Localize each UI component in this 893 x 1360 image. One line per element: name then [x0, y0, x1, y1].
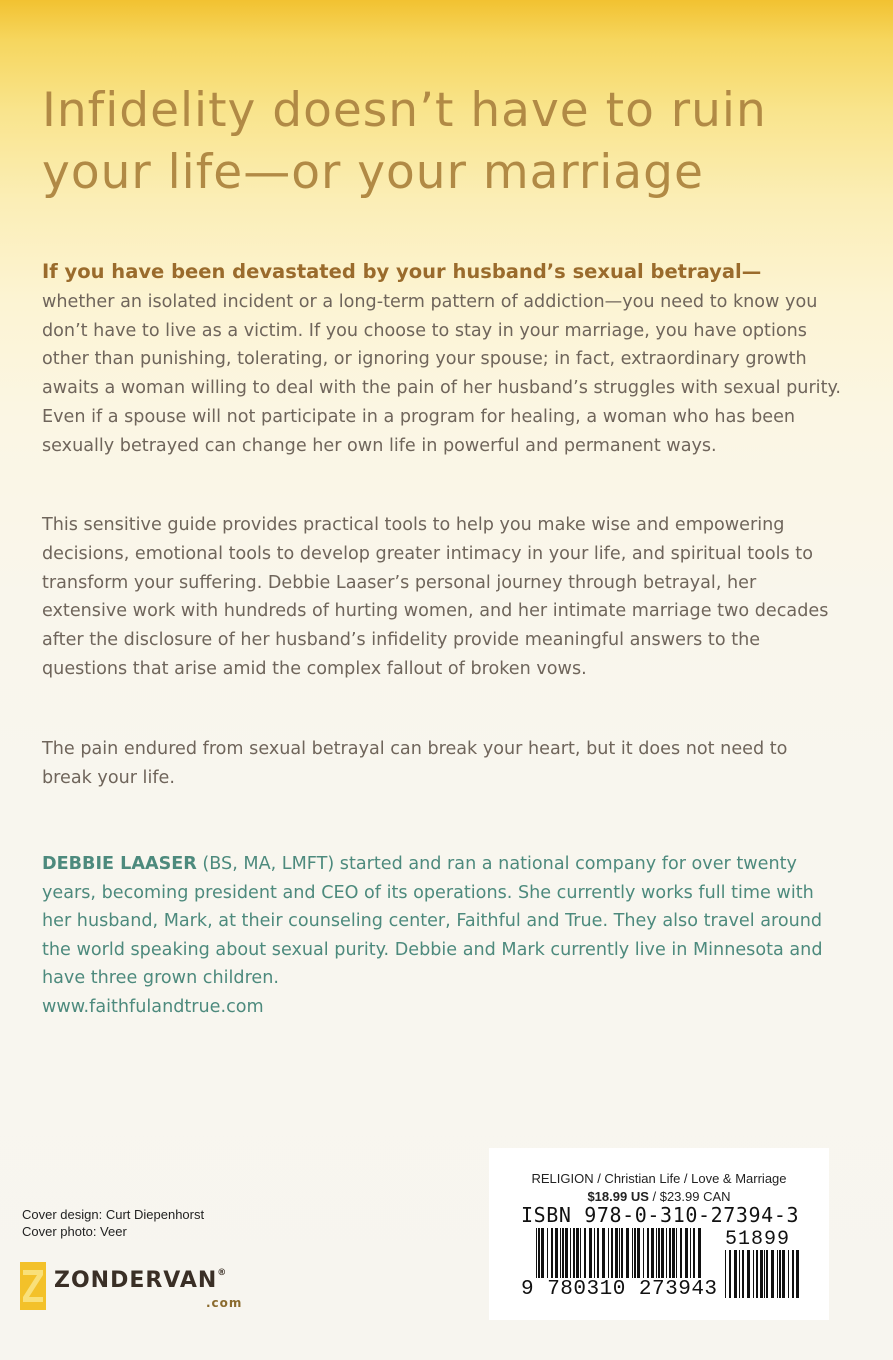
- barcode-bar: [560, 1228, 561, 1278]
- barcode-bar: [570, 1228, 571, 1278]
- barcode-bar: [669, 1228, 671, 1278]
- barcode-bar: [619, 1228, 620, 1278]
- author-name: DEBBIE LAASER: [42, 854, 197, 874]
- barcode-bar: [589, 1228, 592, 1278]
- publisher-logo: [20, 1262, 270, 1312]
- barcode-bar: [672, 1228, 675, 1278]
- barcode-bar: [771, 1250, 774, 1298]
- barcode-bar: [621, 1228, 623, 1278]
- barcode-bar: [685, 1228, 688, 1278]
- barcode-bar: [536, 1228, 537, 1278]
- description-lead: If you have been devastated by your husband’s sexual betrayal—: [42, 260, 762, 283]
- barcode-bar: [584, 1228, 586, 1278]
- barcode-bar: [608, 1228, 609, 1278]
- barcode-bar: [594, 1228, 595, 1278]
- cover-credits: [22, 1206, 204, 1240]
- description-paragraph-3: The pain endured from sexual betrayal can break your heart, but it does not need to break your life.: [42, 739, 788, 788]
- barcode-bar: [615, 1228, 618, 1278]
- barcode-bar: [602, 1228, 605, 1278]
- ean-digits: 9 780310 273943: [521, 1278, 718, 1301]
- barcode-bar: [551, 1228, 553, 1278]
- description-paragraph-1: [42, 258, 842, 461]
- bisac-category: RELIGION / Christian Life / Love & Marriage: [531, 1171, 787, 1186]
- barcode-bar: [651, 1228, 654, 1278]
- description-paragraph-1-text: whether an isolated incident or a long-term pattern of addiction—you need to know you don’t have to live as a victim. If you choose to stay in your marriage, you have options other than punishing, tolerating, or ignoring your spouse; in fact, extraordinary growth awaits a woman willing to deal with the pain of her husband’s struggles with sexual purity. Even if a spouse will not participate in a program for healing, a woman who has been sexually betrayed can change her own life in powerful and permanent ways.: [42, 291, 841, 456]
- barcode-bar: [792, 1250, 794, 1298]
- barcode-bar: [643, 1228, 644, 1278]
- headline-line-1: Infidelity doesn’t have to ruin: [42, 83, 767, 138]
- barcode-bar: [656, 1228, 657, 1278]
- isbn-text: ISBN 978-0-310-27394-3: [521, 1203, 800, 1227]
- price-addon-digits: 51899: [725, 1228, 791, 1251]
- barcode-bar: [580, 1228, 581, 1278]
- barcode-bar: [782, 1250, 785, 1298]
- barcode-bar: [788, 1250, 789, 1298]
- barcode-bar: [729, 1250, 731, 1298]
- barcode-bar: [576, 1228, 579, 1278]
- barcode-bar: [676, 1228, 677, 1278]
- barcode-bar: [565, 1228, 568, 1278]
- publisher-name: ZONDERVAN®: [54, 1268, 228, 1293]
- barcode-bar: [756, 1250, 758, 1298]
- description-paragraph-2: This sensitive guide provides practical tools to help you make wise and empowering decisions, emotional tools to develop greater intimacy in your life, and spiritual tools to transform your suffering. Debbie Laaser’s personal journey through betrayal, her extensive work with hundreds of hurting women, and her intimate marriage two decades after the disclosure of her husband’s infidelity provide meaningful answers to the questions that arise amid the complex fallout of broken vows.: [42, 515, 829, 679]
- cover-photo-credit: Cover photo: Veer: [22, 1224, 127, 1239]
- barcode-bar: [547, 1228, 548, 1278]
- barcode-bar: [742, 1250, 744, 1298]
- barcode-bar: [658, 1228, 660, 1278]
- barcode-bar: [753, 1250, 754, 1298]
- barcode-bar: [734, 1250, 737, 1298]
- barcode-bar: [747, 1250, 750, 1298]
- headline: [42, 80, 872, 204]
- barcode-bar: [760, 1250, 763, 1298]
- barcode-bar: [698, 1228, 701, 1278]
- zondervan-z-icon: [20, 1262, 46, 1310]
- cover-design-credit: Cover design: Curt Diepenhorst: [22, 1207, 205, 1222]
- barcode-bar: [739, 1250, 740, 1298]
- barcode-bar: [637, 1228, 640, 1278]
- barcode-bar: [777, 1250, 778, 1298]
- barcode-bar: [562, 1228, 564, 1278]
- barcode-bar: [573, 1228, 575, 1278]
- price: $18.99 US / $23.99 CAN: [587, 1189, 731, 1204]
- publisher-domain-suffix: .com: [206, 1296, 243, 1310]
- barcode-bar: [680, 1228, 682, 1278]
- barcode-bar: [764, 1250, 765, 1298]
- barcode-panel: [489, 1148, 829, 1320]
- barcode-bar: [661, 1228, 664, 1278]
- barcode-bar: [541, 1228, 544, 1278]
- barcode-bar: [647, 1228, 649, 1278]
- barcode-bar: [693, 1228, 695, 1278]
- author-website: www.faithfulandtrue.com: [42, 996, 264, 1017]
- barcode-bar: [611, 1228, 613, 1278]
- barcode-bar: [626, 1228, 629, 1278]
- barcode-bar: [725, 1250, 726, 1298]
- author-bio-text: (BS, MA, LMFT) started and ran a national company for over twenty years, becoming president and CEO of its operations. She currently works full time with her husband, Mark, at their counseling center, Faithful and True. They also travel around the world speaking about sexual purity. Debbie and Mark currently live in Minnesota and have three grown children.: [42, 854, 823, 989]
- barcode-bar: [634, 1228, 636, 1278]
- barcode-bar: [538, 1228, 540, 1278]
- barcode-bar: [666, 1228, 667, 1278]
- barcode-bar: [597, 1228, 599, 1278]
- barcode-bar: [555, 1228, 558, 1278]
- barcode-bar: [690, 1228, 691, 1278]
- barcode-bar: [766, 1250, 768, 1298]
- headline-line-2: your life—or your marriage: [42, 145, 704, 200]
- barcode-bar: [796, 1250, 799, 1298]
- barcode-bar: [779, 1250, 781, 1298]
- barcode-bar: [632, 1228, 633, 1278]
- author-bio: [42, 850, 842, 1022]
